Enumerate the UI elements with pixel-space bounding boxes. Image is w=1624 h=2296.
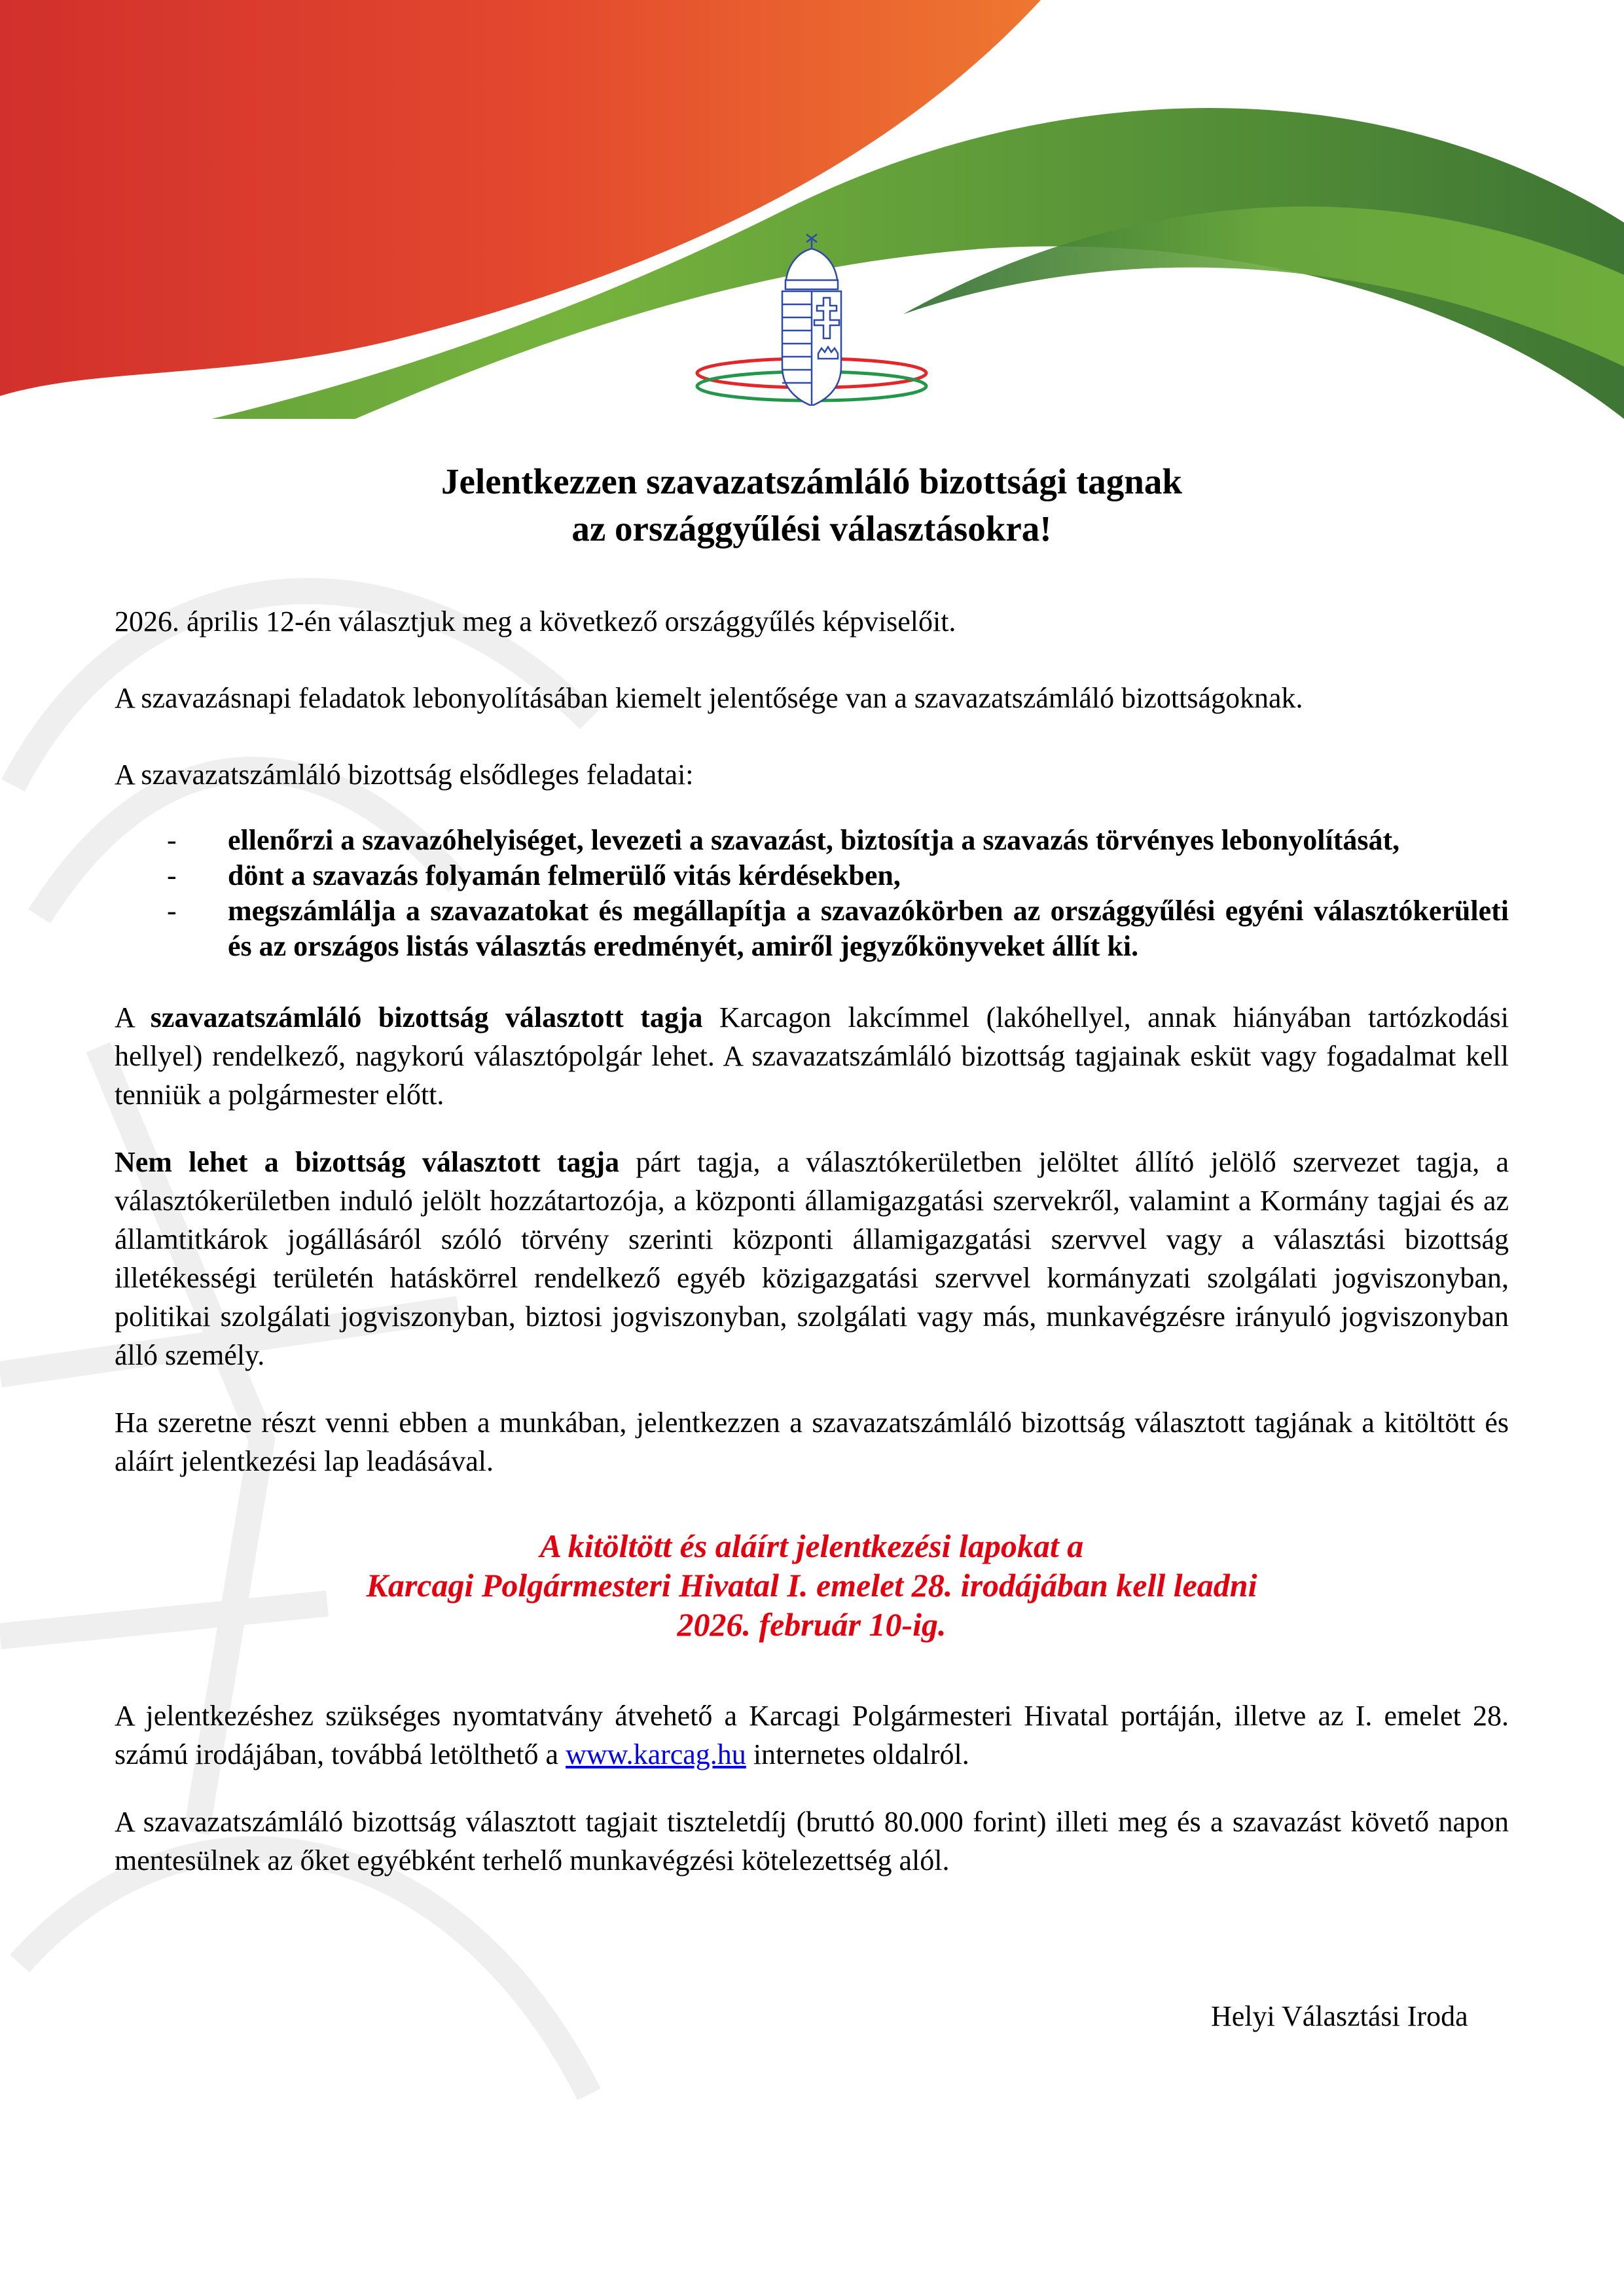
eligibility-emphasis: szavazatszámláló bizottság választott tagja bbox=[150, 1001, 703, 1033]
list-item: - ellenőrzi a szavazóhelyiséget, levezeti a szavazást, biztosítja a szavazás törvényes lebonyolítását, bbox=[167, 823, 1509, 858]
dash-bullet: - bbox=[167, 895, 177, 927]
intro-duties-heading: A szavazatszámláló bizottság elsődleges feladatai: bbox=[115, 759, 694, 791]
title-line-1: Jelentkezzen szavazatszámláló bizottsági tagnak bbox=[441, 461, 1182, 501]
duties-list bbox=[115, 823, 1509, 964]
signature: Helyi Választási Iroda bbox=[1211, 2000, 1468, 2032]
ineligibility-paragraph: Nem lehet a bizottság választott tagja párt tagja, a választókerületben jelöltet állító jelölő szervezet tagja, a választókerületben induló jelölt hozzátartozója, a központi államigazgatási szervekről, valamint a Kormány tagjai és az államtitkárok jogállásáról szóló törvény szerinti központi államigazgatási szervvel vagy a választási bizottság illetékességi területén hatáskörrel rendelkező egyéb közigazgatási szervvel kormányzati szolgálati jogviszonyban, politikai szolgálati jogviszonyban, biztosi jogviszonyban, szolgálati vagy más, munkavégzésre irányuló jogviszonyban álló személy. bbox=[115, 1146, 1509, 1371]
list-item: - dönt a szavazás folyamán felmerülő vitás kérdésekben, bbox=[167, 858, 1509, 893]
form-info-paragraph: A jelentkezéshez szükséges nyomtatvány átvehető a Karcagi Polgármesteri Hivatal portáján, illetve az I. emelet 28. számú irodájában, továbbá letölthető a www.karcag.hu internetes oldalról. bbox=[115, 1700, 1509, 1770]
deadline-notice: A kitöltött és aláírt jelentkezési lapokat a Karcagi Polgármesteri Hivatal I. emelet 28. irodájában kell leadni 2026. február 10-ig. bbox=[366, 1528, 1257, 1643]
list-item: - megszámlálja a szavazatokat és megállapítja a szavazókörben az országgyűlési egyéni választókerületi és az országos listás választás eredményét, amiről jegyzőkönyveket állít ki. bbox=[167, 895, 1509, 962]
deadline-date: 2026. február 10-ig. bbox=[677, 1606, 947, 1643]
fee-paragraph: A szavazatszámláló bizottság választott tagjait tiszteletdíj (bruttó 80.000 forint) illeti meg és a szavazást követő napon mentesülnek az őket egyébként terhelő munkavégzési kötelezettség alól. bbox=[115, 1806, 1509, 1876]
apply-paragraph: Ha szeretne részt venni ebben a munkában, jelentkezzen a szavazatszámláló bizottság választott tagjának a kitöltött és aláírt jelentkezési lap leadásával. bbox=[115, 1407, 1509, 1477]
dash-bullet: - bbox=[167, 859, 177, 891]
document-body bbox=[115, 458, 1509, 1909]
eligibility-paragraph: A szavazatszámláló bizottság választott tagja Karcagon lakcímmel (lakóhellyel, annak hiányában tartózkodási hellyel) rendelkező, nagykorú választópolgár lehet. A szavazatszámláló bizottság tagjainak esküt vagy fogadalmat kell tenniük a polgármester előtt. bbox=[115, 1001, 1509, 1111]
title-line-2: az országgyűlési választásokra! bbox=[571, 509, 1052, 548]
hungarian-coat-of-arms-icon bbox=[694, 229, 929, 406]
karcag-website-link[interactable]: www.karcag.hu bbox=[566, 1738, 746, 1770]
dash-bullet: - bbox=[167, 824, 177, 856]
page-title bbox=[115, 458, 1509, 552]
intro-election-date: 2026. április 12-én választjuk meg a következő országgyűlés képviselőit. bbox=[115, 605, 956, 637]
intro-importance: A szavazásnapi feladatok lebonyolításában kiemelt jelentősége van a szavazatszámláló bizottságoknak. bbox=[115, 682, 1303, 714]
ineligibility-emphasis: Nem lehet a bizottság választott tagja bbox=[115, 1146, 620, 1178]
